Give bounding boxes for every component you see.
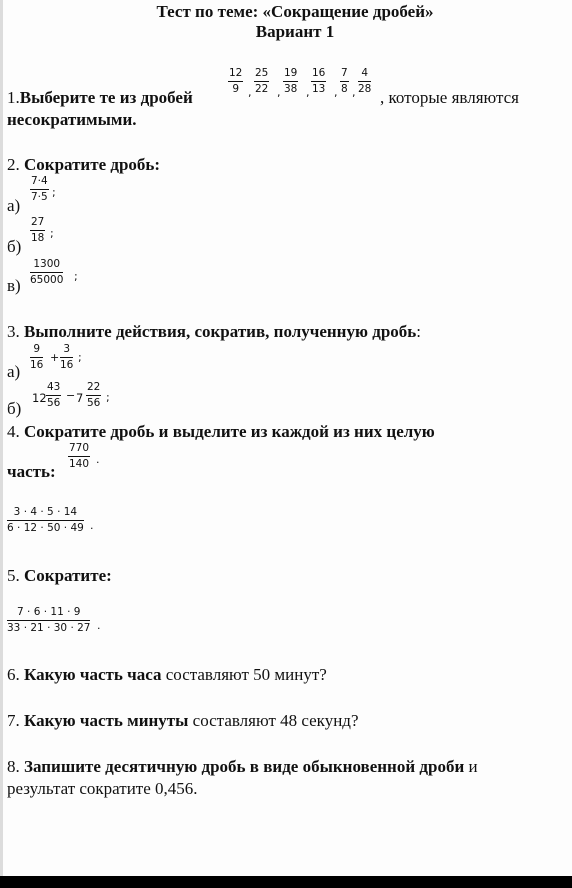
q4-heading2: часть: — [7, 462, 56, 481]
q2-label-b: б) — [7, 237, 22, 256]
q1-fraction: $\frac{16}{13}$ — [312, 67, 326, 95]
q3-b-fraction-2: $\frac{22}{56}$ — [87, 381, 101, 409]
worksheet-page: Тест по теме: «Сокращение дробей» Вариант 1 1.Выберите те из дробей $\frac{12}{9}$ , $\frac{25}{22}$ , $\frac{19}{38}$ , $\frac{16}{13}$ , $\frac{7}{8}$ , $\frac{4}{28}$ , которые являются несократимыми. 2. Сократите дробь: а) $\frac{7\cdot 4}{7\cdot 5}$ ; б) $\frac{27}{18}$ ; в) $\frac{1300}{65000}$ ; 3. Выполните действия, сократив, полученную дробь: а) $\frac{9}{16}$ + $\frac{3}{16}$ ; б) 12 $\frac{43}{56}$ − 7 $\frac{22}{56}$ ; 4. Сократите дробь и выделите из каждой из них целую часть: $\frac{770}{140}$ . $\frac{3 \cdot 4 \cdot 5 \cdot 14}{6 \cdot 12 \cdot 50 \cdot 49}$ . 5. Сократите: $\frac{7 \cdot 6 \cdot 11 \cdot 9}{33 \cdot 21 \cdot 30 \cdot 27}$ . 6. Какую часть часа составляют 50 минут? 7. Какую часть минуты составляют 48 секунд? 8. Запишите десятичную дробь в виде обыкновенной дроби и результат сократите 0,456. — [0, 0, 572, 876]
q6-line: 6. Какую часть часа составляют 50 минут? — [7, 665, 327, 684]
q8-line2: результат сократите 0,456. — [7, 779, 198, 798]
q1-fraction: $\frac{12}{9}$ — [229, 67, 243, 95]
q3-heading: 3. Выполните действия, сократив, полученную дробь: — [7, 322, 421, 341]
q2-fraction-b: $\frac{27}{18}$ — [31, 216, 45, 244]
scan-edge — [0, 0, 3, 876]
q2-label-c: в) — [7, 276, 21, 295]
q4-fraction-1: $\frac{770}{140}$ — [69, 442, 90, 470]
q3-b-fraction-1: $\frac{43}{56}$ — [47, 381, 61, 409]
q8-line: 8. Запишите десятичную дробь в виде обыкновенной дроби и — [7, 757, 478, 776]
q1-line — [7, 88, 193, 108]
q5-fraction: $\frac{7 \cdot 6 \cdot 11 \cdot 9}{33 \cdot 21 \cdot 30 \cdot 27}$ — [7, 606, 91, 634]
q2-fraction-a: $\frac{7\cdot 4}{7\cdot 5}$ — [31, 175, 48, 203]
variant-label: Вариант 1 — [255, 22, 335, 41]
q2-heading: 2. Сократите дробь: — [7, 155, 161, 174]
q4-heading: 4. Сократите дробь и выделите из каждой из них целую — [7, 422, 435, 441]
q1-line2: несократимыми. — [7, 110, 137, 129]
q3-a-fraction-1: $\frac{9}{16}$ — [30, 343, 44, 371]
q1-fraction: $\frac{19}{38}$ — [284, 67, 298, 95]
q3-label-a: а) — [7, 362, 21, 381]
q1-fraction: $\frac{4}{28}$ — [358, 67, 372, 95]
q3-label-b: б) — [7, 399, 22, 418]
q3-a-fraction-2: $\frac{3}{16}$ — [60, 343, 74, 371]
q7-line: 7. Какую часть минуты составляют 48 секунд? — [7, 711, 359, 730]
q5-heading: 5. Сократите: — [7, 566, 112, 585]
q4-fraction-2: $\frac{3 \cdot 4 \cdot 5 \cdot 14}{6 \cdot 12 \cdot 50 \cdot 49}$ — [7, 506, 84, 534]
q1-tail: , которые являются — [380, 88, 519, 107]
bottom-black-bar — [0, 876, 572, 888]
q1-fraction: $\frac{7}{8}$ — [341, 67, 348, 95]
q1-fraction: $\frac{25}{22}$ — [255, 67, 269, 95]
q1-number: 1. — [7, 88, 20, 107]
q1-lead: Выберите те из дробей — [19, 88, 193, 107]
test-title: Тест по теме: «Сокращение дробей» — [156, 2, 434, 21]
q2-label-a: а) — [7, 196, 21, 215]
q2-fraction-c: $\frac{1300}{65000}$ — [30, 258, 64, 286]
